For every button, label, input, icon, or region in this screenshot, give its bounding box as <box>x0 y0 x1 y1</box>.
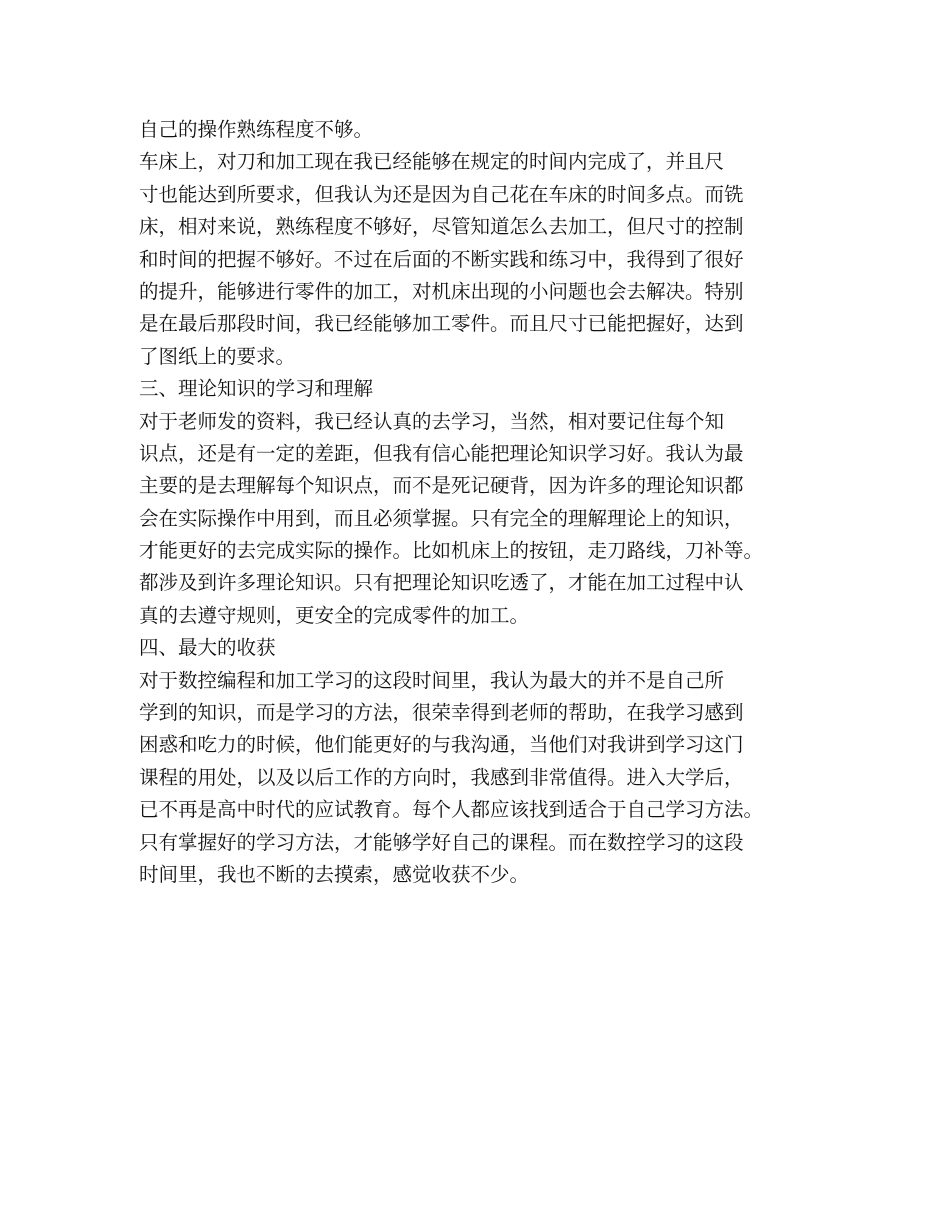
section-heading-gains: 四、最大的收获 <box>139 636 276 660</box>
text-line: 识点，还是有一定的差距，但我有信心能把理论知识学习好。我认为最 <box>139 441 744 465</box>
text-line: 真的去遵守规则，更安全的完成零件的加工。 <box>139 603 530 627</box>
text-line: 会在实际操作中用到，而且必须掌握。只有完全的理解理论上的知识， <box>139 506 744 530</box>
text-line: 自己的操作熟练程度不够。 <box>139 118 374 141</box>
text-line: 困惑和吃力的时候，他们能更好的与我沟通，当他们对我讲到学习这门 <box>139 733 744 757</box>
text-line: 车床上，对刀和加工现在我已经能够在规定的时间内完成了，并且尺 <box>139 150 725 174</box>
text-line: 床，相对来说，熟练程度不够好，尽管知道怎么去加工，但尺寸的控制 <box>139 215 744 239</box>
text-line: 主要的是去理解每个知识点，而不是死记硬背，因为许多的理论知识都 <box>139 474 744 498</box>
text-line: 了图纸上的要求。 <box>139 344 296 368</box>
text-line: 寸也能达到所要求，但我认为还是因为自己花在车床的时间多点。而铣 <box>139 182 744 206</box>
text-line: 学到的知识，而是学习的方法，很荣幸得到老师的帮助，在我学习感到 <box>139 701 744 725</box>
text-line: 是在最后那段时间，我已经能够加工零件。而且尺寸已能把握好，达到 <box>139 312 744 336</box>
text-line: 只有掌握好的学习方法，才能够学好自己的课程。而在数控学习的这段 <box>139 830 744 854</box>
text-line: 对于老师发的资料，我已经认真的去学习，当然，相对要记住每个知 <box>139 409 725 433</box>
text-line: 和时间的把握不够好。不过在后面的不断实践和练习中，我得到了很好 <box>139 247 744 271</box>
section-heading-theory: 三、理论知识的学习和理解 <box>139 377 374 401</box>
text-line: 对于数控编程和加工学习的这段时间里，我认为最大的并不是自己所 <box>139 668 725 692</box>
text-line: 时间里，我也不断的去摸索，感觉收获不少。 <box>139 862 530 886</box>
document-body <box>139 114 829 891</box>
text-line: 已不再是高中时代的应试教育。每个人都应该找到适合于自己学习方法。 <box>139 798 764 822</box>
text-line: 都涉及到许多理论知识。只有把理论知识吃透了，才能在加工过程中认 <box>139 571 744 595</box>
text-line: 的提升，能够进行零件的加工，对机床出现的小问题也会去解决。特别 <box>139 279 744 303</box>
text-line: 才能更好的去完成实际的操作。比如机床上的按钮，走刀路线，刀补等。 <box>139 539 764 563</box>
text-line: 课程的用处，以及以后工作的方向时，我感到非常值得。进入大学后， <box>139 765 744 789</box>
